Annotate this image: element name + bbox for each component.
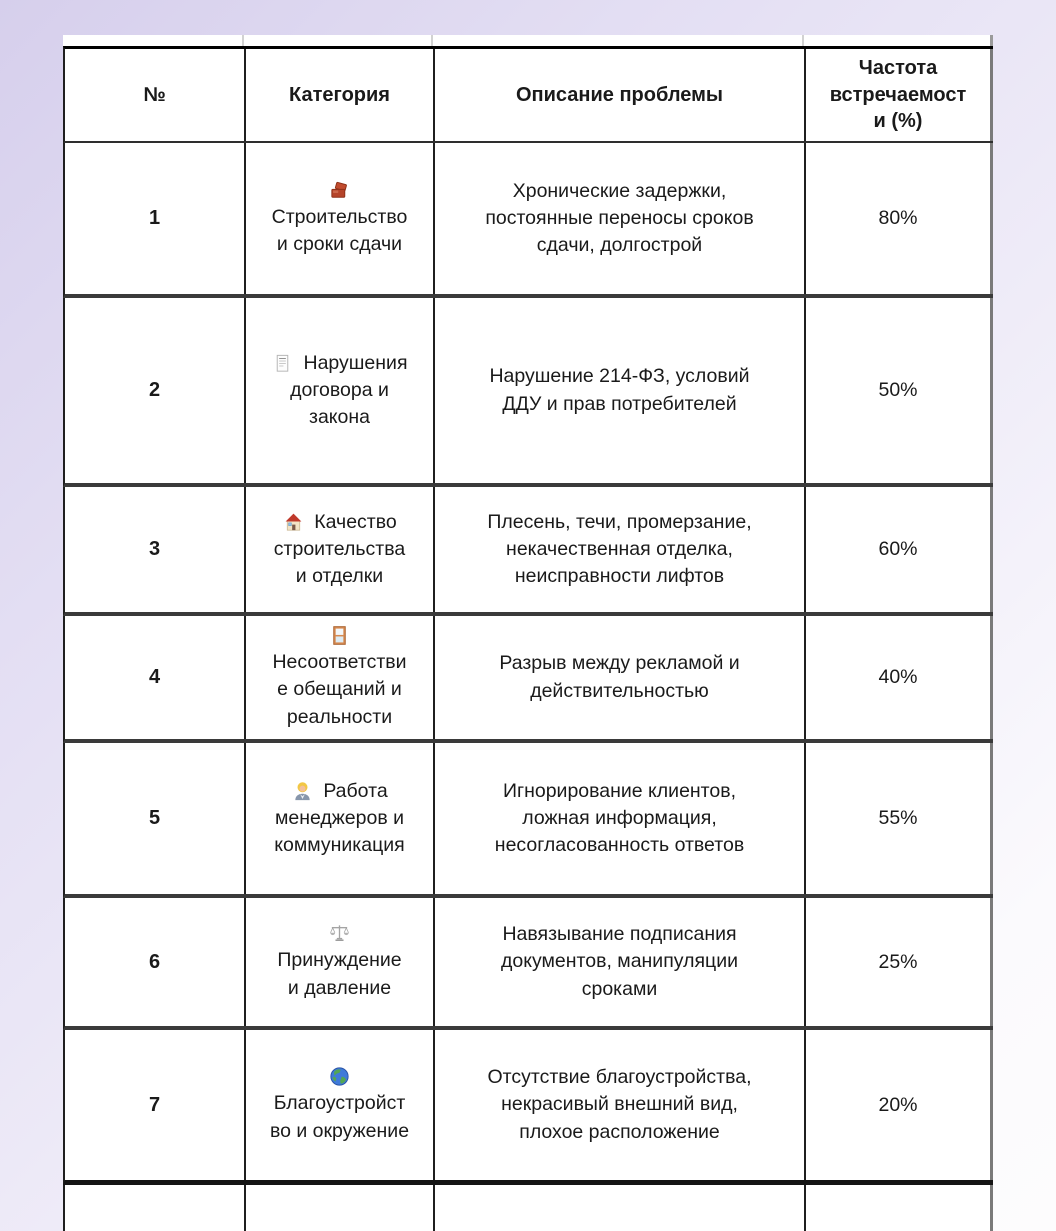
header-number bbox=[65, 49, 246, 141]
category-text: Нарушения bbox=[303, 351, 408, 374]
category-cell bbox=[246, 616, 435, 739]
description-line: ложная информация, bbox=[522, 806, 717, 829]
row-number: 4 bbox=[148, 666, 161, 688]
row-number: 7 bbox=[148, 1093, 161, 1116]
description-line: Нарушение 214-ФЗ, условий bbox=[489, 365, 750, 388]
header-frequency-line: Частота bbox=[858, 57, 938, 80]
row-number-cell bbox=[65, 143, 246, 294]
category-line bbox=[271, 350, 407, 377]
globe-icon bbox=[328, 1065, 351, 1088]
row-number: 5 bbox=[148, 807, 161, 829]
row-number: 2 bbox=[148, 379, 161, 401]
category-line: Строительство bbox=[271, 205, 408, 228]
row-number-cell bbox=[65, 616, 246, 739]
category-line: е обещаний и bbox=[277, 678, 402, 701]
header-category-line: Категория bbox=[289, 83, 390, 106]
brick-icon bbox=[328, 179, 351, 202]
description-line: сроками bbox=[581, 977, 658, 1000]
header-frequency-line: встречаемост bbox=[829, 83, 967, 106]
table-row bbox=[63, 616, 993, 743]
description-line: Разрыв между рекламой и bbox=[499, 652, 740, 675]
description-cell bbox=[435, 298, 806, 483]
frequency-cell bbox=[806, 1030, 993, 1180]
category-line: и отделки bbox=[295, 565, 384, 588]
frequency-cell bbox=[806, 616, 993, 739]
category-line: Несоответстви bbox=[272, 651, 407, 674]
row-number-cell bbox=[65, 898, 246, 1026]
description-cell bbox=[435, 1030, 806, 1180]
row-number-cell bbox=[65, 487, 246, 612]
frequency-value: 80% bbox=[878, 207, 918, 229]
frequency-cell bbox=[806, 143, 993, 294]
category-line: реальности bbox=[286, 705, 393, 728]
frequency-cell bbox=[806, 898, 993, 1026]
description-line: Отсутствие благоустройства, bbox=[487, 1066, 752, 1089]
row-number: 1 bbox=[148, 207, 161, 229]
category-line: во и окружение bbox=[269, 1119, 410, 1142]
table-row bbox=[63, 487, 993, 616]
header-number-line: № bbox=[143, 83, 166, 106]
description-line: плохое расположение bbox=[519, 1120, 720, 1143]
category-cell bbox=[246, 298, 435, 483]
window-icon bbox=[328, 624, 351, 647]
table-row bbox=[63, 143, 993, 298]
document-icon bbox=[271, 352, 294, 375]
description-line: Хронические задержки, bbox=[512, 179, 727, 202]
description-line: сдачи, долгострой bbox=[536, 234, 703, 257]
category-cell bbox=[246, 143, 435, 294]
description-cell bbox=[435, 616, 806, 739]
description-line: некачественная отделка, bbox=[506, 537, 733, 560]
description-line: ДДУ и прав потребителей bbox=[502, 392, 737, 415]
document-page bbox=[63, 35, 993, 1231]
table-row bbox=[63, 298, 993, 487]
category-line: Принуждение bbox=[277, 949, 402, 972]
description-line: действительностью bbox=[530, 679, 709, 702]
header-frequency bbox=[806, 49, 993, 141]
category-line bbox=[282, 509, 396, 536]
header-description-line: Описание проблемы bbox=[515, 83, 724, 106]
frequency-value: 20% bbox=[878, 1093, 918, 1116]
description-line: неисправности лифтов bbox=[514, 565, 725, 588]
category-text: Качество bbox=[314, 510, 397, 533]
description-line: несогласованность ответов bbox=[494, 834, 745, 857]
header-category bbox=[246, 49, 435, 141]
frequency-value: 50% bbox=[878, 379, 918, 401]
row-number-cell bbox=[65, 743, 246, 894]
description-line: Плесень, течи, промерзание, bbox=[487, 510, 752, 533]
table-row bbox=[63, 898, 993, 1030]
woman-office-worker-icon bbox=[291, 780, 314, 803]
description-line: Игнорирование клиентов, bbox=[502, 779, 737, 802]
cutoff-row-top bbox=[63, 35, 993, 46]
cutoff-row-bottom bbox=[63, 1185, 993, 1231]
table-row bbox=[63, 1030, 993, 1185]
header-frequency-line: и (%) bbox=[873, 110, 923, 133]
description-line: Навязывание подписания bbox=[502, 923, 737, 946]
category-cell bbox=[246, 898, 435, 1026]
frequency-value: 55% bbox=[878, 807, 918, 829]
category-line bbox=[291, 778, 387, 805]
category-line: и давление bbox=[287, 976, 392, 999]
table-row bbox=[63, 743, 993, 898]
description-line: некрасивый внешний вид, bbox=[501, 1093, 738, 1116]
category-line: и сроки сдачи bbox=[276, 233, 403, 255]
description-cell bbox=[435, 898, 806, 1026]
description-line: постоянные переносы сроков bbox=[485, 206, 754, 229]
row-number-cell bbox=[65, 1030, 246, 1180]
table-header-row bbox=[63, 46, 993, 143]
house-icon bbox=[282, 511, 305, 534]
category-cell bbox=[246, 743, 435, 894]
description-line: документов, манипуляции bbox=[501, 950, 738, 973]
category-line: коммуникация bbox=[274, 834, 405, 857]
category-text: Работа bbox=[323, 779, 388, 802]
frequency-cell bbox=[806, 743, 993, 894]
header-description bbox=[435, 49, 806, 141]
category-line: менеджеров и bbox=[274, 806, 405, 829]
balance-scale-icon bbox=[328, 922, 351, 945]
row-number: 6 bbox=[148, 950, 161, 973]
category-cell bbox=[246, 487, 435, 612]
description-cell bbox=[435, 487, 806, 612]
description-cell bbox=[435, 743, 806, 894]
frequency-value: 60% bbox=[878, 538, 918, 560]
category-line: закона bbox=[309, 406, 370, 429]
frequency-cell bbox=[806, 298, 993, 483]
frequency-value: 25% bbox=[878, 950, 918, 973]
row-number-cell bbox=[65, 298, 246, 483]
frequency-cell bbox=[806, 487, 993, 612]
category-cell bbox=[246, 1030, 435, 1180]
row-number: 3 bbox=[148, 538, 161, 560]
category-line: договора и bbox=[290, 378, 389, 401]
category-line: строительства bbox=[273, 537, 406, 560]
category-line: Благоустройст bbox=[273, 1092, 406, 1115]
frequency-value: 40% bbox=[878, 666, 918, 688]
description-cell bbox=[435, 143, 806, 294]
